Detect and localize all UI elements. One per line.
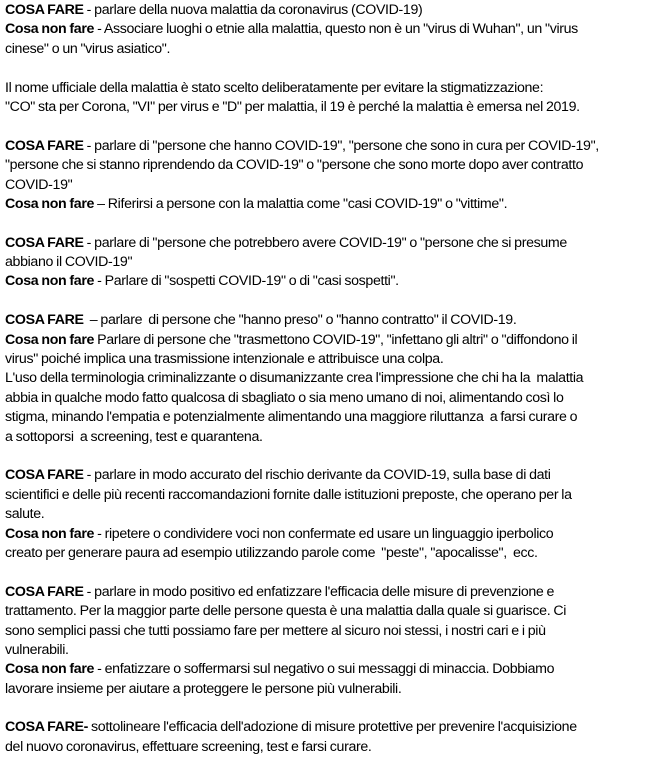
text-line bbox=[5, 311, 653, 330]
text-line bbox=[5, 544, 653, 563]
line-text: stigma, minando l'empatia e potenzialmente alimentando una maggiore riluttanza a farsi curare o bbox=[5, 409, 578, 426]
do-label: COSA FARE- bbox=[5, 719, 88, 736]
text-line bbox=[5, 234, 653, 253]
dont-label: Cosa non fare bbox=[5, 273, 95, 290]
line-text: cinese" o un "virus asiatico". bbox=[5, 40, 171, 57]
blank-line bbox=[5, 447, 653, 466]
dont-label: Cosa non fare bbox=[5, 195, 95, 212]
text-line bbox=[5, 680, 653, 699]
document-body bbox=[5, 1, 653, 757]
line-text: L'uso della terminologia criminalizzante o disumanizzante crea l'impressione che chi ha la malattia bbox=[5, 370, 584, 387]
line-text: – Riferirsi a persone con la malattia come "casi COVID-19" o "vittime". bbox=[94, 195, 508, 212]
text-line bbox=[5, 98, 653, 117]
dont-label: Cosa non fare bbox=[5, 525, 95, 542]
text-line bbox=[5, 137, 653, 156]
line-text: COVID-19" bbox=[5, 176, 73, 193]
line-text: abbiano il COVID-19" bbox=[5, 254, 133, 271]
blank-line bbox=[5, 59, 653, 78]
blank-line bbox=[5, 292, 653, 311]
do-label: COSA FARE bbox=[5, 583, 84, 600]
line-text: del nuovo coronavirus, effettuare screening, test e farsi curare. bbox=[5, 738, 372, 755]
text-line bbox=[5, 79, 653, 98]
text-line bbox=[5, 428, 653, 447]
line-text: vulnerabili. bbox=[5, 641, 69, 658]
text-line bbox=[5, 253, 653, 272]
line-text: Il nome ufficiale della malattia è stato scelto deliberatamente per evitare la stigmatizzazione: bbox=[5, 79, 544, 96]
text-line bbox=[5, 272, 653, 291]
text-line bbox=[5, 389, 653, 408]
line-text: Parlare di persone che "trasmettono COVID-19", "infettano gli altri" o "diffondono il bbox=[94, 331, 578, 348]
text-line bbox=[5, 602, 653, 621]
line-text: - Parlare di "sospetti COVID-19" o di "casi sospetti". bbox=[94, 273, 399, 290]
blank-line bbox=[5, 699, 653, 718]
text-line bbox=[5, 622, 653, 641]
text-line bbox=[5, 660, 653, 679]
text-line bbox=[5, 20, 653, 39]
line-text: creato per generare paura ad esempio utilizzando parole come "peste", "apocalisse", ecc. bbox=[5, 544, 538, 561]
line-text: lavorare insieme per aiutare a proteggere le persone più vulnerabili. bbox=[5, 680, 402, 697]
line-text: "CO" sta per Corona, "VI" per virus e "D" per malattia, il 19 è perché la malattia è emersa nel 2019. bbox=[5, 98, 580, 115]
text-line bbox=[5, 641, 653, 660]
line-text: sono semplici passi che tutti possiamo fare per mettere al sicuro noi stessi, i nostri cari e i più bbox=[5, 622, 546, 639]
dont-label: Cosa non fare bbox=[5, 661, 95, 678]
text-line bbox=[5, 738, 653, 757]
line-text: abbia in qualche modo fatto qualcosa di sbagliato o sia meno umano di noi, alimentando così lo bbox=[5, 389, 564, 406]
line-text: - parlare di "persone che hanno COVID-19", "persone che sono in cura per COVID-19", bbox=[83, 137, 599, 154]
line-text: trattamento. Per la maggior parte delle persone questa è una malattia dalla quale si guarisce. Ci bbox=[5, 603, 567, 620]
do-label: COSA FARE bbox=[5, 312, 84, 329]
line-text: - Associare luoghi o etnie alla malattia, questo non è un "virus di Wuhan", un "virus bbox=[94, 21, 578, 38]
line-text: salute. bbox=[5, 506, 45, 523]
line-text: - ripetere o condividere voci non confermate ed usare un linguaggio iperbolico bbox=[94, 525, 554, 542]
text-line bbox=[5, 176, 653, 195]
line-text: "persone che si stanno riprendendo da COVID-19" o "persone che sono morte dopo aver contratto bbox=[5, 157, 584, 174]
line-text: sottolineare l'efficacia dell'adozione di misure protettive per prevenire l'acquisizione bbox=[87, 719, 577, 736]
line-text: - parlare in modo accurato del rischio derivante da COVID-19, sulla base di dati bbox=[83, 467, 551, 484]
text-line bbox=[5, 466, 653, 485]
line-text: a sottoporsi a screening, test e quarantena. bbox=[5, 428, 263, 445]
text-line bbox=[5, 195, 653, 214]
do-label: COSA FARE bbox=[5, 2, 84, 18]
line-text: - parlare in modo positivo ed enfatizzare l'efficacia delle misure di prevenzione e bbox=[83, 583, 555, 600]
text-line bbox=[5, 505, 653, 524]
line-text: virus" poiché implica una trasmissione intenzionale e attribuisce una colpa. bbox=[5, 351, 444, 368]
line-text: - enfatizzare o soffermarsi sul negativo o sui messaggi di minaccia. Dobbiamo bbox=[94, 661, 555, 678]
text-line bbox=[5, 156, 653, 175]
text-line bbox=[5, 408, 653, 427]
text-line bbox=[5, 486, 653, 505]
blank-line bbox=[5, 563, 653, 582]
line-text: - parlare di "persone che potrebbero avere COVID-19" o "persone che si presume bbox=[83, 234, 567, 251]
line-text: - parlare della nuova malattia da coronavirus (COVID-19) bbox=[83, 2, 423, 18]
line-text: – parlare di persone che "hanno preso" o "hanno contratto" il COVID-19. bbox=[83, 312, 517, 329]
text-line bbox=[5, 583, 653, 602]
dont-label: Cosa non fare bbox=[5, 331, 95, 348]
line-text: scientifici e delle più recenti raccomandazioni fornite dalle istituzioni preposte, che operano per la bbox=[5, 486, 572, 503]
do-label: COSA FARE bbox=[5, 234, 84, 251]
do-label: COSA FARE bbox=[5, 137, 84, 154]
text-line bbox=[5, 331, 653, 350]
text-line bbox=[5, 718, 653, 737]
text-line bbox=[5, 40, 653, 59]
blank-line bbox=[5, 117, 653, 136]
text-line bbox=[5, 525, 653, 544]
text-line bbox=[5, 350, 653, 369]
text-line bbox=[5, 369, 653, 388]
blank-line bbox=[5, 214, 653, 233]
text-line bbox=[5, 1, 653, 20]
do-label: COSA FARE bbox=[5, 467, 84, 484]
dont-label: Cosa non fare bbox=[5, 21, 95, 38]
